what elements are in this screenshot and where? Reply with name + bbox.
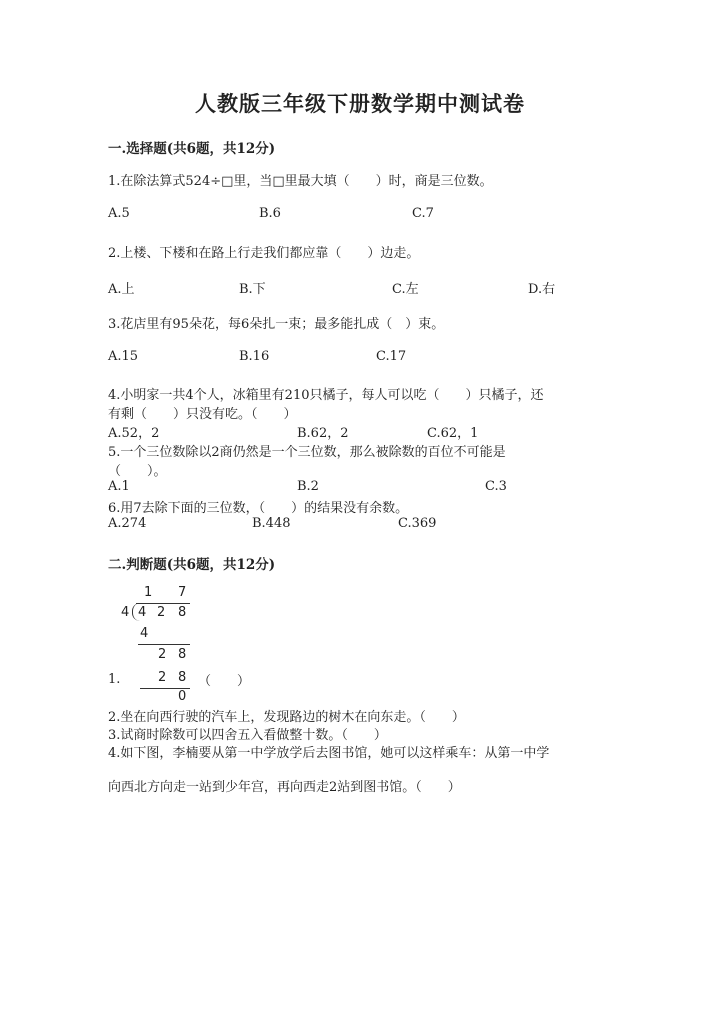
division-step: 8 [178, 670, 187, 685]
question-5-line2: （ ）。 [108, 464, 167, 479]
q1-option-c[interactable]: C.7 [412, 206, 434, 221]
q5-option-b[interactable]: B.2 [297, 479, 319, 494]
page-title: 人教版三年级下册数学期中测试卷 [195, 91, 525, 116]
q4-option-b[interactable]: B.62，2 [297, 426, 349, 441]
division-top-bar [136, 603, 190, 604]
q2-option-d[interactable]: D.右 [528, 282, 556, 297]
dividend-digit: 2 [157, 605, 166, 620]
question-1: 1.在除法算式524÷□里，当□里最大填（ ）时，商是三位数。 [108, 174, 493, 189]
dividend-digit: 8 [178, 605, 187, 620]
divisor: 4 [121, 605, 130, 620]
q3-option-b[interactable]: B.16 [239, 349, 270, 364]
judge-question-4-line1: 4.如下图，李楠要从第一中学放学后去图书馆，她可以这样乘车：从第一中学 [108, 746, 550, 761]
q2-option-a[interactable]: A.上 [108, 282, 135, 297]
q6-option-c[interactable]: C.369 [398, 516, 437, 531]
division-step: 2 [158, 647, 167, 662]
division-step: 2 [158, 670, 167, 685]
question-2: 2.上楼、下楼和在路上行走我们都应靠（ ）边走。 [108, 246, 420, 261]
q4-option-c[interactable]: C.62，1 [427, 426, 479, 441]
quotient-digit: 7 [178, 585, 187, 600]
q2-option-c[interactable]: C.左 [392, 282, 419, 297]
judge-question-4-line2: 向西北方向走一站到少年宫，再向西走2站到图书馆。（ ） [108, 780, 461, 795]
q5-option-c[interactable]: C.3 [485, 479, 507, 494]
judge-question-2: 2.坐在向西行驶的汽车上，发现路边的树木在向东走。（ ） [108, 710, 465, 725]
q4-option-a[interactable]: A.52，2 [108, 426, 160, 441]
division-step-line [138, 644, 190, 645]
quotient-digit: 1 [144, 585, 153, 600]
q6-option-b[interactable]: B.448 [252, 516, 291, 531]
section1-heading: 一.选择题(共6题，共12分) [108, 141, 276, 157]
q3-option-a[interactable]: A.15 [108, 349, 139, 364]
judge-question-1-blank[interactable]: （ ） [198, 674, 251, 689]
question-4-line1: 4.小明家一共4个人，冰箱里有210只橘子，每人可以吃（ ）只橘子，还 [108, 388, 544, 403]
q1-option-b[interactable]: B.6 [259, 206, 281, 221]
division-step: 8 [178, 647, 187, 662]
judge-question-3: 3.试商时除数可以四舍五入看做整十数。（ ） [108, 728, 387, 743]
judge-question-1-number: 1. [108, 672, 121, 687]
q6-option-a[interactable]: A.274 [108, 516, 147, 531]
q2-option-b[interactable]: B.下 [239, 282, 266, 297]
question-5-line1: 5.一个三位数除以2商仍然是一个三位数，那么被除数的百位不可能是 [108, 445, 506, 460]
q3-option-c[interactable]: C.17 [376, 349, 407, 364]
q5-option-a[interactable]: A.1 [108, 479, 130, 494]
q1-option-a[interactable]: A.5 [108, 206, 130, 221]
question-3: 3.花店里有95朵花，每6朵扎一束；最多能扎成（ ）束。 [108, 317, 445, 332]
division-step: 4 [140, 626, 149, 641]
section2-heading: 二.判断题(共6题，共12分) [108, 557, 276, 573]
dividend-digit: 4 [138, 605, 147, 620]
question-6: 6.用7去除下面的三位数，（ ）的结果没有余数。 [108, 501, 409, 516]
question-4-line2: 有剩（ ）只没有吃。（ ） [108, 407, 297, 422]
division-remainder: 0 [178, 689, 187, 704]
